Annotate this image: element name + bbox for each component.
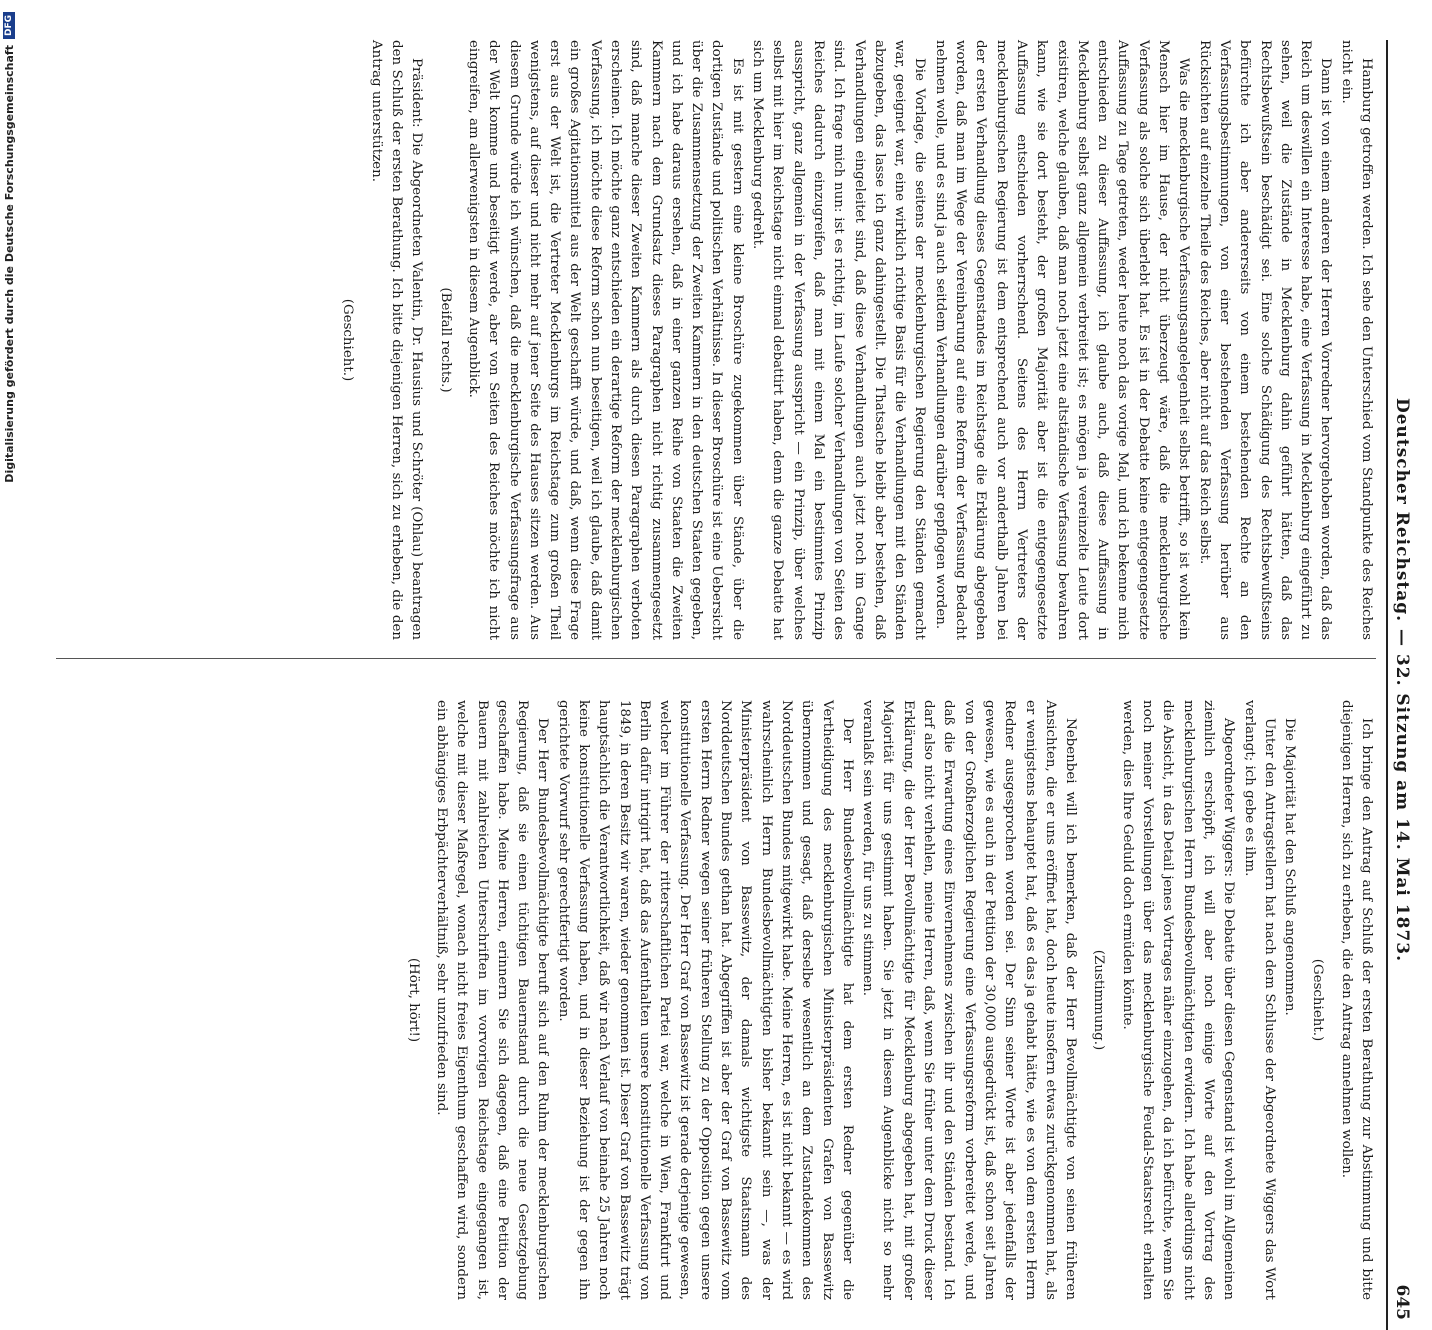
paragraph: Es ist mit gestern eine kleine Broschüre zugekommen über Stände, über die dortigen Zustände und politischen Verhältnisse. In dieser Broschüre ist eine Uebersicht über die Zusammensetzung der Zweiten Kammern in den deutschen Staaten gegeben, und ich habe daraus ersehen, daß in einer ganzen Reihe von Staaten die Zweiten Kammern nach dem Grundsatz dieses Paragraphen nicht richtig zusammengesetzt sind, daß manche dieser Zweiten Kammern als durch diesen Paragraphen verboten erscheinen. Ich möchte ganz entschieden ein derartige Reform der mecklenburgischen Verfassung, ich möchte diese Reform schon nun beseitigen, weil ich glaube, daß damit ein großes Agitationsmittel aus der Welt geschafft würde, und daß, wenn diese Frage erst aus der Welt ist, die Vertreter Mecklenburgs im Reichstage zum großen Theil wenigstens, auf dieser und nicht mehr auf jener Seite des Hauses sitzen werden. Aus diesem Grunde würde ich wünschen, daß die mecklenburgische Verfassungsfrage aus der Welt komme und beseitigt werde, aber von Seiten des Reiches möchte ich nicht eingreifen, am allerwenigsten in diesem Augenblick. — [465, 40, 745, 640]
paragraph: Was die mecklenburgische Verfassungsangelegenheit selbst betrifft, so ist wohl kein Mensch hier im Hause, der nicht überzeugt wäre, daß die mecklenburgische Verfassung als solche sich überlebt hat. Es ist in der Debatte keine entgegengesetzte Auffassung zu Tage getreten, weder heute noch das vorige Mal, und ich bekenne mich entschieden zu dieser Auffassung, ich glaube auch, daß diese Auffassung in Mecklenburg selbst ganz allgemein verbreitet ist; es mögen ja vereinzelte Leute dort existiren, welche glauben, daß man noch jetzt eine altständische Verfassung bewahren kann, wie sie dort besteht, der großen Majorität aber ist die entgegengesetzte Auffassung entschieden vorherrschend. Seitens des Herrn Vertreters der mecklenburgischen Regierung ist dem entsprechend auch vor anderthalb Jahren bei der ersten Verhandlung dieses Gegenstandes im Reichstage die Erklärung abgegeben worden, daß man im Wege der Vereinbarung auf eine Reform der Verfassung Bedacht nehmen wolle, und es sind ja auch seitdem Verhandlungen darüber gepflogen worden. — [932, 40, 1192, 640]
paragraph: Nebenbei will ich bemerken, daß der Herr Bevollmächtigte von seinen früheren Ansichten, die er uns eröffnet hat, doch heute insofern etwas zurückgenommen hat, als er wenigstens behauptet hat, daß es das ja gehabt hätte, wie es von dem ersten Herrn Redner ausgesprochen worden sei. Der Sinn seiner Worte ist aber jedenfalls der gewesen, wie es auch in der Petition der 30,000 ausgedrückt ist, daß schon seit Jahren von der Großherzoglichen Regierung eine Verfassungsreform vorbereitet werde, und daß die Erwartung eines Einvernehmens zwischen ihr und den Ständen bestand. Ich darf also nicht verhehlen, meine Herren, daß, wenn Sie früher unter dem Druck dieser Erklärung, die der Herr Bevollmächtigte für Mecklenburg abgegeben hat, mit großer Majorität für uns gestimmt haben. Sie jetzt in diesem Augenblicke nicht so mehr veranlaßt sein werden, für uns zu stimmen. — [860, 700, 1079, 1300]
stage-direction: (Geschieht.) — [340, 298, 356, 382]
paragraph: Abgeordneter Wiggers: Die Debatte über diesen Gegenstand ist wohl im Allgemeinen ziemlich erschöpft, ich will aber noch einige Worte auf den Vortrag des mecklenburgischen Herrn Bundesbevollmächtigten erwidern. Ich habe allerdings nicht die Absicht, in das Detail jenes Vortrages näher einzugehen, da ich befürchte, wenn Sie noch meiner Vorstellungen über das mecklenburgische Feudal-Staatsrecht erhalten werden, dies Ihre Geduld doch ermüden könnte. — [1119, 700, 1237, 1300]
page-number: 645 — [1392, 1284, 1412, 1320]
left-column — [329, 40, 1376, 640]
paragraph: Die Majorität hat den Schluß angenommen. — [1282, 718, 1298, 1016]
stage-direction: (Beifall rechts.) — [437, 287, 453, 393]
paragraph: Unter den Antragstellern hat nach dem Schlusse der Abgeordnete Wiggers das Wort verlangt; ich gebe es ihm. — [1241, 700, 1277, 1300]
paragraph: Hamburg getroffen werden. Ich sehe den Unterschied vom Standpunkte des Reiches nicht ein. — [1338, 40, 1374, 640]
column-divider — [56, 658, 1376, 659]
footer-text: Digitalisierung gefördert durch die Deutsche Forschungsgemeinschaft — [2, 45, 16, 483]
right-column — [394, 700, 1376, 1300]
header-rule — [1386, 40, 1388, 1330]
digitization-footer — [0, 0, 22, 1000]
paragraph: Der Herr Bundesbevollmächtigte hat dem ersten Redner gegenüber die Vertheidigung des mecklenburgischen Ministerpräsidenten Grafen von Bassewitz übernommen und gesagt, daß derselbe wesentlich an dem Zustandekommen des Norddeutschen Bundes mitgewirkt habe. Meine Herren, es ist nicht bekannt — es wird wahrscheinlich Herrn Bundesbevollmächtigten bisher bekannt sein —, was der Ministerpräsident von Bassewitz, der damals wichtigste Staatsmann des Norddeutschen Bundes gethan hat. Abgegriffen ist aber der Graf von Bassewitz vom ersten Herrn Redner wegen seiner früheren Stellung zu der Opposition gegen unsere konstitutionelle Verfassung. Der Herr Graf von Bassewitz ist gerade derjenige gewesen, welcher im Führer der ritterschaftlichen Partei war, welche in Wien, Frankfurt und Berlin dafür intrigirt hat, daß das Aufenthalten unsere konstitutionelle Verfassung von 1849, in deren Besitz wir waren, wieder genommen ist. Dieser Graf von Bassewitz trägt hauptsächlich die Verantwortlichkeit, daß wir nach Verlauf von beinahe 25 Jahren noch keine konstitutionelle Verfassung haben, und in dieser Beziehung ist der gegen ihn gerichtete Vorwurf sehr gerechtfertigt worden. — [555, 700, 855, 1300]
dfg-logo: DFG — [3, 12, 15, 39]
paragraph: Ich bringe den Antrag auf Schluß der ersten Berathung zur Abstimmung und bitte diejenigen Herren, sich zu erheben, die den Antrag annehmen wollen. — [1338, 700, 1374, 1300]
stage-direction: (Hört, hört!) — [405, 957, 421, 1043]
paragraph: Präsident: Die Abgeordneten Valentin, Dr. Hausius und Schröter (Ohlau) beantragen den Schluß der ersten Berathung. Ich bitte diejenigen Herren, sich zu erheben, die den Antrag unterstützen. — [368, 40, 425, 640]
stage-direction: (Geschieht.) — [1310, 958, 1326, 1042]
running-head: Deutscher Reichstag. — 32. Sitzung am 14. Mai 1873. — [1392, 397, 1412, 963]
paragraph: Die Vorlage, die seitens der mecklenburgischen Regierung den Ständen gemacht war, geeignet war, eine wirklich richtige Basis für die Verhandlungen mit den Ständen abzugeben, das lasse ich ganz dahingestellt. Die Thatsache bleibt aber bestehen, daß Verhandlungen eingeleitet sind, daß diese Verhandlungen auch jetzt noch im Gange sind. Ich frage mich nun: ist es richtig, im Laufe solcher Verhandlungen von Seiten des Reiches dadurch einzugreifen, daß man mit einem Mal ein bestimmtes Prinzip ausspricht, ganz allgemein in der Verfassung ausspricht — ein Prinzip, über welches selbst mit hier im Reichstage nicht einmal debattirt haben, denn die ganze Debatte hat sich um Mecklenburg gedreht. — [750, 40, 928, 640]
paragraph: Der Herr Bundesbevollmächtigte beruft sich auf den Ruhm der mecklenburgischen Regierung, daß sie einen tüchtigen Bauernstand durch die neue Gesetzgebung geschaffen habe. Meine Herren, erinnern Sie sich dagegen, daß eine Petition der Bauern mit zahlreichen Unterschriften im vorvorigen Reichstage eingegangen ist, welche mit dieser Maßregel, wonach nicht freies Eigenthum geschaffen wird, sondern ein abhängiges Erbpächterverhältniß, sehr unzufrieden sind. — [433, 700, 551, 1300]
stage-direction: (Zustimmung.) — [1091, 949, 1107, 1051]
footer-credit — [0, 0, 20, 1000]
page-header — [1376, 40, 1412, 1320]
paragraph: Dann ist von einem anderen der Herren Vorredner hervorgehoben worden, daß das Reich um deswillen ein Interesse habe, eine Verfassung in Mecklenburg eingeführt zu sehen, weil die Zustände in Mecklenburg dahin geführt hätten, daß das Rechtsbewußtsein beschädigt sei. Eine solche Schädigung des Rechtsbewußtseins befürchte ich aber andererseits von einem bestehenden Rechte an den Verfassungsbestimmungen, von einer bestehenden Verfassung herüber aus Rücksichten auf einzelne Theile des Reiches, aber nicht auf das Reich selbst. — [1196, 40, 1334, 640]
